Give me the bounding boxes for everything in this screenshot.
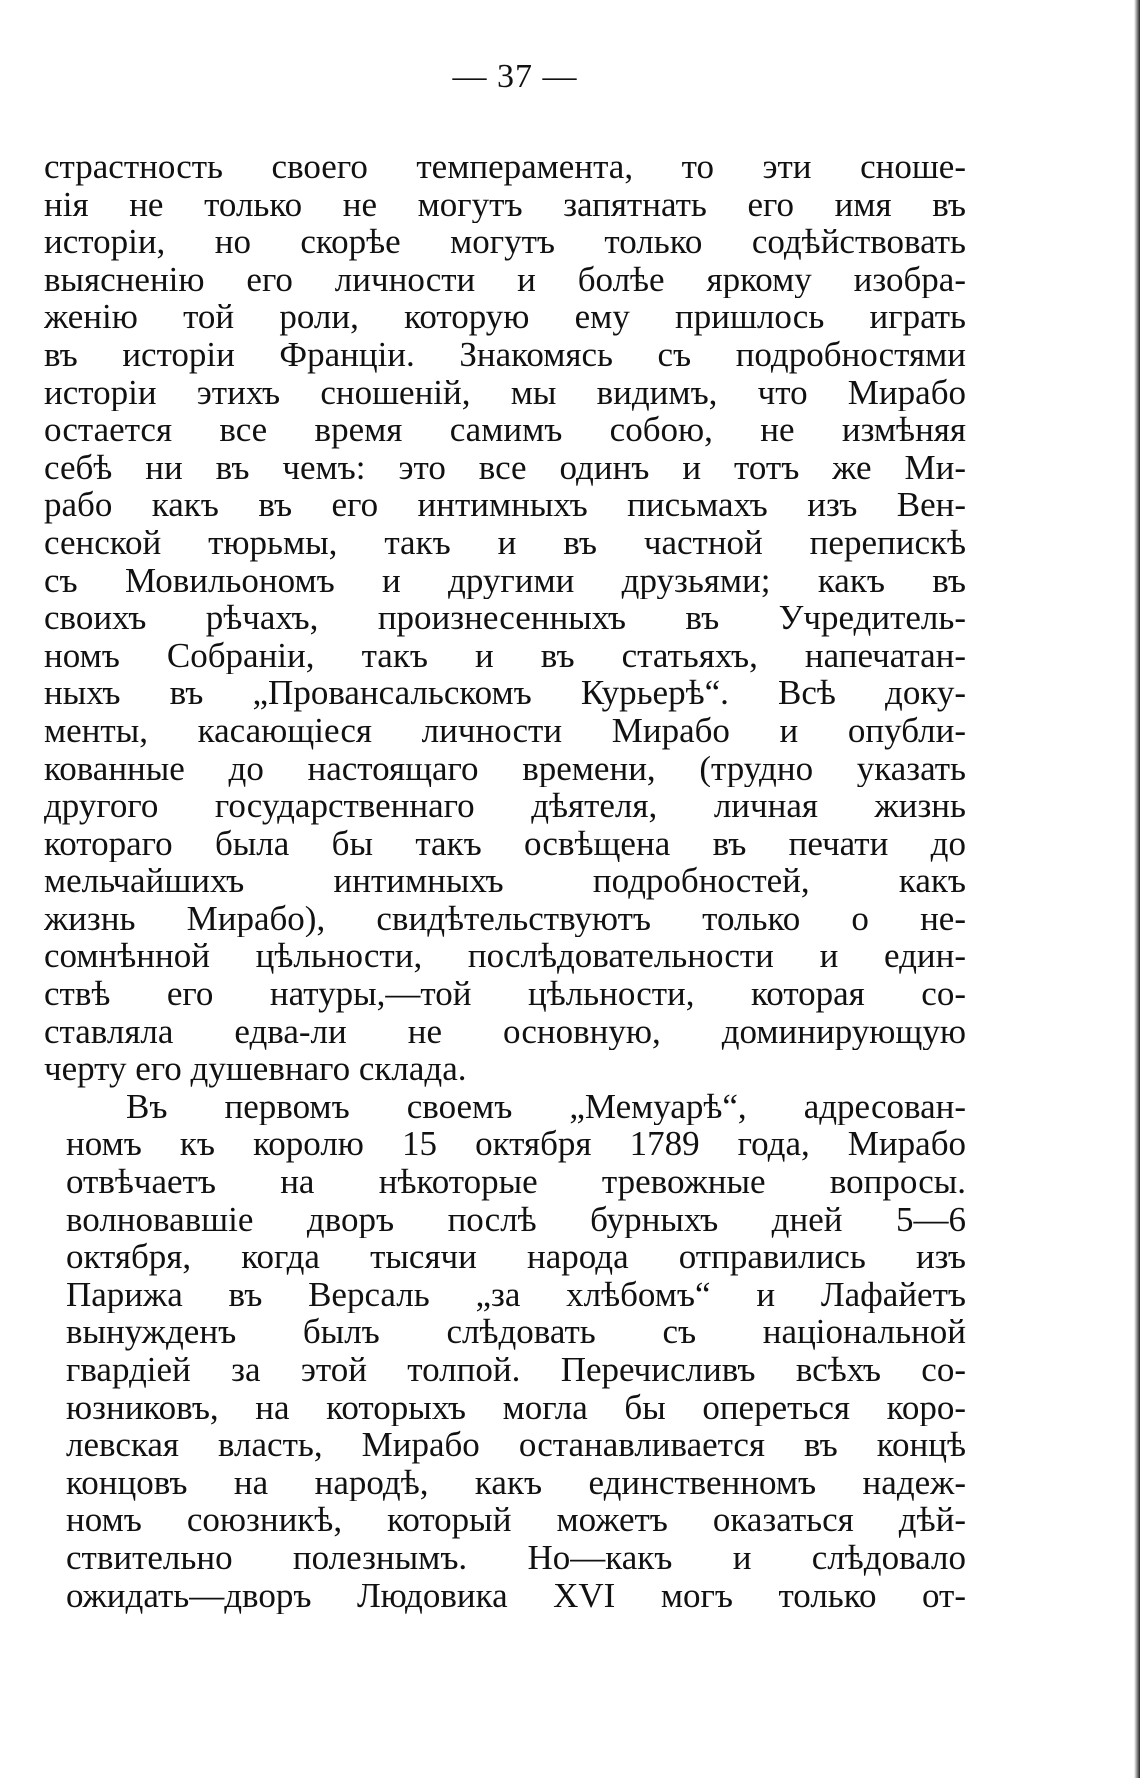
text-line: страстность своего темперамента, то эти сноше- bbox=[44, 148, 966, 186]
text-line: Въ первомъ своемъ „Мемуарѣ“, адресован- bbox=[126, 1087, 966, 1126]
text-line: отвѣчаетъ на нѣкоторые тревожные вопросы. bbox=[66, 1163, 966, 1201]
text-line: остается все время самимъ собою, не измѣняя bbox=[44, 411, 966, 449]
page-edge-shadow bbox=[1134, 0, 1140, 1778]
text-line: левская власть, Мирабо останавливается въ концѣ bbox=[66, 1426, 966, 1464]
paragraph-2 bbox=[44, 1088, 966, 1614]
text-line: ствѣ его натуры,—той цѣльности, которая со- bbox=[44, 975, 966, 1013]
text-line: концовъ на народѣ, какъ единственномъ надеж- bbox=[66, 1463, 966, 1502]
text-line: сомнѣнной цѣльности, послѣдовательности и един- bbox=[44, 937, 966, 976]
text-line: въ исторіи Франціи. Знакомясь съ подробностями bbox=[44, 335, 966, 374]
text-line: гвардіей за этой толпой. Перечисливъ всѣхъ со- bbox=[66, 1351, 966, 1389]
text-line: женію той роли, которую ему пришлось играть bbox=[44, 298, 966, 336]
text-line: себѣ ни въ чемъ: это все одинъ и тотъ же Ми- bbox=[44, 448, 966, 487]
text-line: Парижа въ Версаль „за хлѣбомъ“ и Лафайетъ bbox=[66, 1275, 966, 1314]
text-line: жизнь Мирабо), свидѣтельствуютъ только о не- bbox=[44, 899, 966, 938]
paragraph-1 bbox=[44, 148, 966, 1088]
text-line: исторіи этихъ сношеній, мы видимъ, что Мирабо bbox=[44, 373, 966, 412]
text-line: выясненію его личности и болѣе яркому изобра- bbox=[44, 260, 966, 299]
text-line: ствительно полезнымъ. Но—какъ и слѣдовало bbox=[66, 1538, 966, 1577]
text-line: съ Мовильономъ и другими друзьями; какъ въ bbox=[44, 561, 966, 600]
text-line: другого государственнаго дѣятеля, личная жизнь bbox=[44, 787, 966, 825]
page-number: — 37 — bbox=[452, 58, 578, 95]
text-line: черту его душевнаго склада. bbox=[44, 1050, 467, 1088]
text-line: номъ Собраніи, такъ и въ статьяхъ, напечатан- bbox=[44, 636, 966, 675]
text-line: рабо какъ въ его интимныхъ письмахъ изъ Вен- bbox=[44, 486, 966, 524]
text-line: кованные до настоящаго времени, (трудно указать bbox=[44, 749, 966, 788]
text-line: менты, касающіеся личности Мирабо и опубли- bbox=[44, 711, 966, 750]
body-text bbox=[44, 148, 966, 1614]
text-line: сенской тюрьмы, такъ и въ частной перепискѣ bbox=[44, 523, 966, 562]
text-line: волновавшіе дворъ послѣ бурныхъ дней 5—6 bbox=[66, 1200, 966, 1239]
text-line: нія не только не могутъ запятнать его имя въ bbox=[44, 185, 966, 224]
text-line: мельчайшихъ интимныхъ подробностей, какъ bbox=[44, 862, 966, 900]
text-line: номъ къ королю 15 октября 1789 года, Мирабо bbox=[66, 1125, 966, 1164]
text-line: ставляла едва-ли не основную, доминирующую bbox=[44, 1012, 966, 1051]
text-line: вынужденъ былъ слѣдовать съ національной bbox=[66, 1313, 966, 1351]
text-line: исторіи, но скорѣе могутъ только содѣйствовать bbox=[44, 223, 966, 261]
text-line: своихъ рѣчахъ, произнесенныхъ въ Учредитель- bbox=[44, 599, 966, 637]
text-line: котораго была бы такъ освѣщена въ печати до bbox=[44, 824, 966, 863]
text-line: номъ союзникѣ, который можетъ оказаться дѣй- bbox=[66, 1501, 966, 1539]
text-line: ныхъ въ „Провансальскомъ Курьерѣ“. Всѣ доку- bbox=[44, 674, 966, 712]
text-line: октября, когда тысячи народа отправились изъ bbox=[66, 1238, 966, 1276]
text-line: юзниковъ, на которыхъ могла бы опереться коро- bbox=[66, 1388, 966, 1427]
text-line: ожидать—дворъ Людовика XVI могъ только от- bbox=[66, 1576, 966, 1615]
